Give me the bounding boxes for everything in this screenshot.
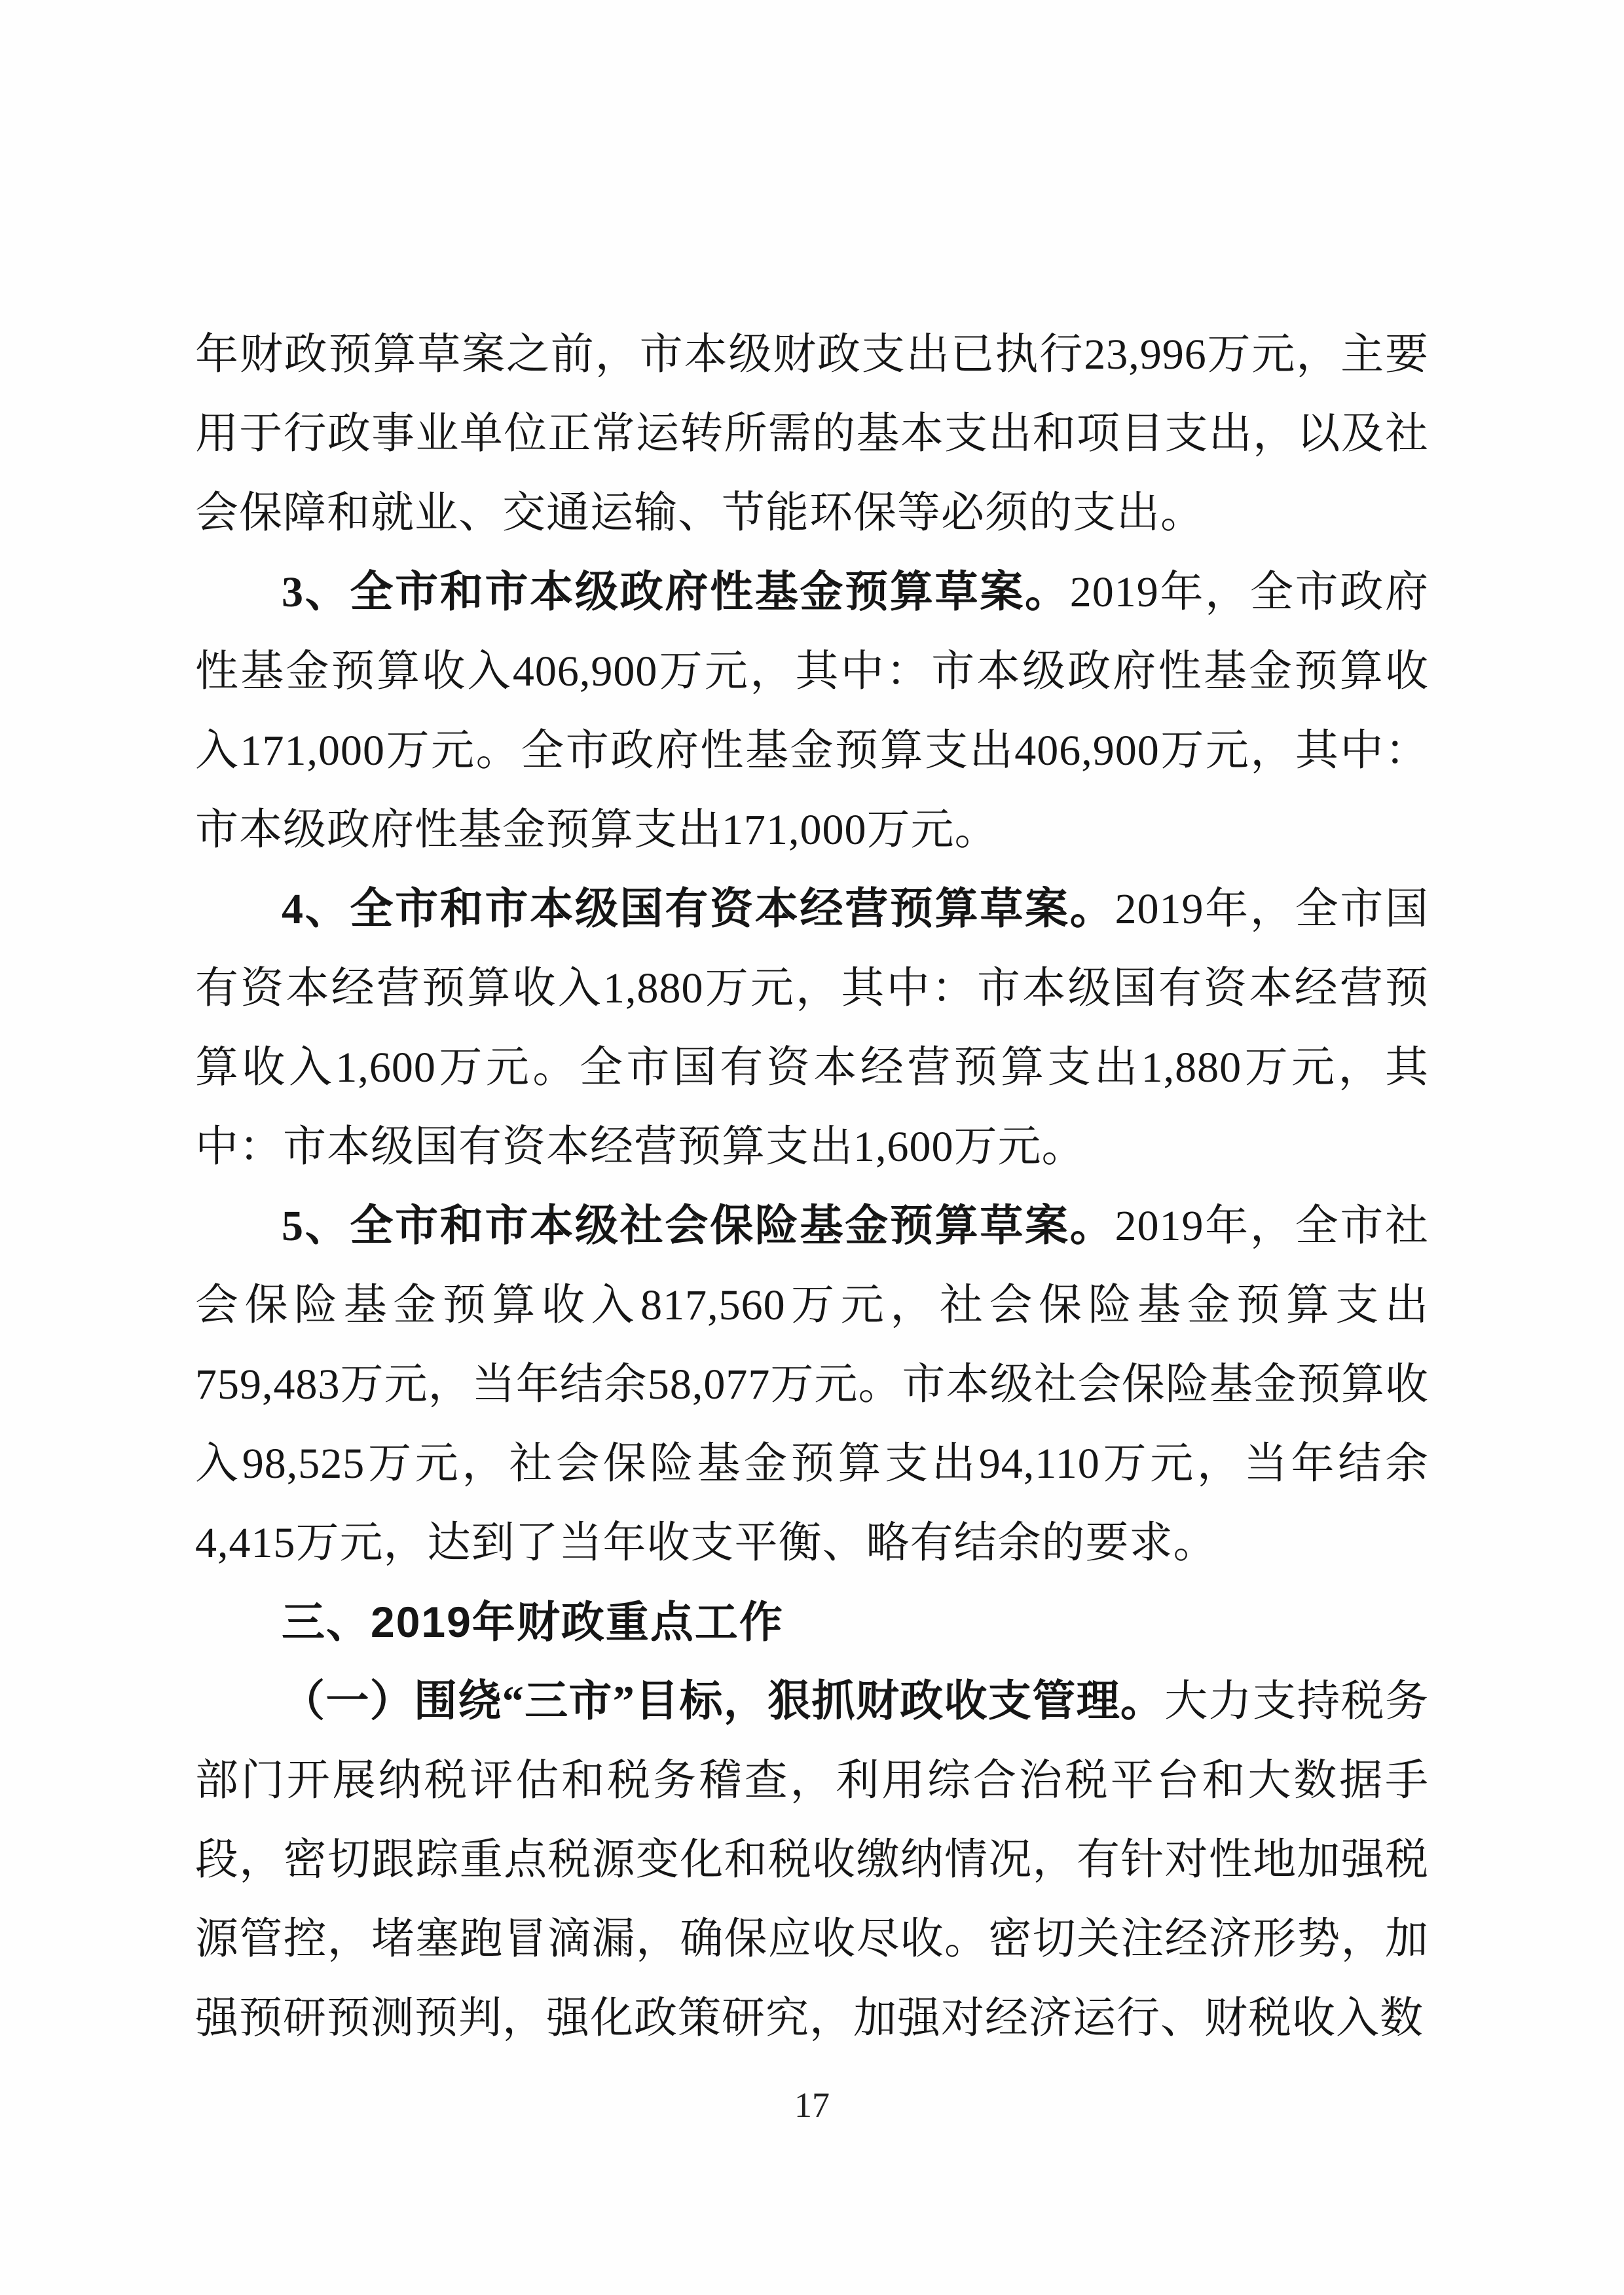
page-footer — [0, 2084, 1624, 2126]
paragraph-text: 2019年，全市政府性基金预算收入406,900万元，其中：市本级政府性基金预算收入171,000万元。全市政府性基金预算支出406,900万元，其中：市本级政府性基金预算支出171,000万元。 — [195, 568, 1429, 854]
paragraph-government-fund-budget — [195, 553, 1429, 870]
document-body — [195, 315, 1429, 2058]
paragraph-lead: （一）围绕“三市”目标，狠抓财政收支管理。 — [282, 1678, 1165, 1725]
paragraph-text: 大力支持税务部门开展纳税评估和税务稽查，利用综合治税平台和大数据手段，密切跟踪重点税源变化和税收缴纳情况，有针对性地加强税源管控，堵塞跑冒滴漏，确保应收尽收。密切关注经济形势，加强预研预测预判，强化政策研究，加强对经济运行、财税收入数 — [195, 1678, 1430, 2042]
paragraph-lead: 3、全市和市本级政府性基金预算草案。 — [282, 568, 1070, 616]
paragraph-social-insurance-budget — [195, 1186, 1429, 1583]
paragraph-state-capital-budget — [195, 870, 1429, 1186]
paragraph-text: 2019年，全市国有资本经营预算收入1,880万元，其中：市本级国有资本经营预算收入1,600万元。全市国有资本经营预算支出1,880万元，其中：市本级国有资本经营预算支出1,600万元。 — [195, 885, 1430, 1171]
paragraph-carryover — [195, 315, 1429, 553]
paragraph-text: 年财政预算草案之前，市本级财政支出已执行23,996万元，主要用于行政事业单位正常运转所需的基本支出和项目支出，以及社会保障和就业、交通运输、节能环保等必须的支出。 — [195, 331, 1429, 537]
paragraph-lead: 5、全市和市本级社会保险基金预算草案。 — [282, 1202, 1115, 1250]
paragraph-revenue-expenditure-management — [195, 1662, 1429, 2058]
paragraph-text: 2019年，全市社会保险基金预算收入817,560万元，社会保险基金预算支出759,483万元，当年结余58,077万元。市本级社会保险基金预算收入98,525万元，社会保险基金预算支出94,110万元，当年结余4,415万元，达到了当年收支平衡、略有结余的要求。 — [195, 1202, 1430, 1567]
section-heading: 三、2019年财政重点工作 — [282, 1598, 784, 1646]
page-number: 17 — [794, 2085, 830, 2125]
paragraph-lead: 4、全市和市本级国有资本经营预算草案。 — [282, 885, 1115, 933]
